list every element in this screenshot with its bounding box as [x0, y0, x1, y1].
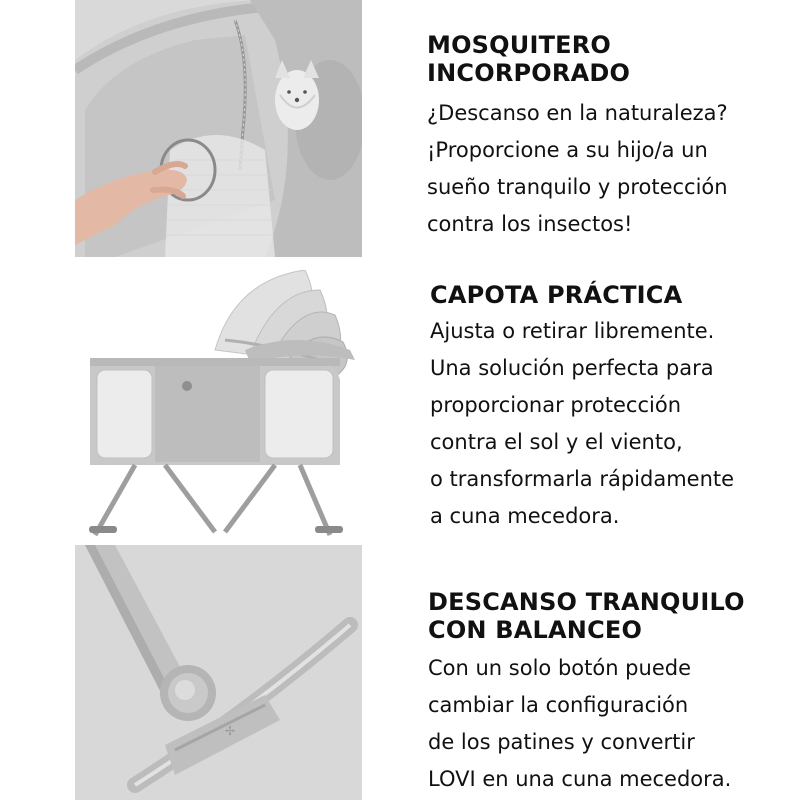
fox-toy-icon: [275, 60, 319, 130]
title-line: INCORPORADO: [427, 59, 631, 87]
feature-description: [430, 313, 734, 535]
bassinet-photo: [75, 270, 362, 540]
body-line: o transformarla rápidamente: [430, 467, 735, 491]
body-line: a cuna mecedora.: [430, 504, 620, 528]
feature-title: [427, 31, 728, 87]
body-line: contra el sol y el viento,: [430, 430, 683, 454]
body-line: Con un solo botón puede: [428, 656, 691, 680]
mosquito-net-illustration: [75, 0, 362, 257]
svg-text:✢: ✢: [225, 724, 236, 738]
feature-mosquito-net: [427, 31, 728, 243]
feature-rocking: [428, 588, 745, 798]
body-line: contra los insectos!: [427, 212, 633, 236]
rocking-leg-photo: [75, 545, 362, 800]
body-line: Una solución perfecta para: [430, 356, 714, 380]
feature-canopy: [430, 281, 734, 535]
bassinet-illustration: [75, 270, 362, 540]
feature-title: [430, 281, 734, 309]
title-line: CON BALANCEO: [428, 616, 643, 644]
feature-description: [428, 650, 745, 798]
title-line: DESCANSO TRANQUILO: [428, 588, 745, 616]
rocker-button-icon: [160, 665, 216, 721]
mosquito-net-photo: [75, 0, 362, 257]
body-line: de los patines y convertir: [428, 730, 695, 754]
title-line: CAPOTA PRÁCTICA: [430, 281, 683, 309]
body-line: ¿Descanso en la naturaleza?: [427, 101, 728, 125]
body-line: sueño tranquilo y protección: [427, 175, 728, 199]
rocking-leg-illustration: [75, 545, 362, 800]
body-line: proporcionar protección: [430, 393, 682, 417]
body-line: ¡Proporcione a su hijo/a un: [427, 138, 708, 162]
feature-description: [427, 95, 728, 243]
title-line: MOSQUITERO: [427, 31, 612, 59]
body-line: Ajusta o retirar libremente.: [430, 319, 715, 343]
body-line: cambiar la configuración: [428, 693, 689, 717]
body-line: LOVI en una cuna mecedora.: [428, 767, 732, 791]
feature-title: [428, 588, 745, 644]
